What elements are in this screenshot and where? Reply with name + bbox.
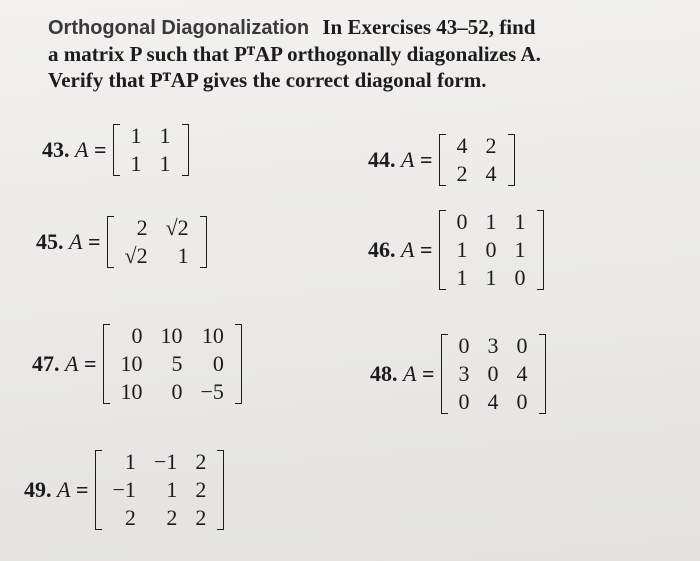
exercise-number: 45.: [36, 229, 64, 254]
matrix-entry: √2: [124, 243, 148, 268]
matrix-entry: 1: [514, 237, 526, 262]
equals-sign: =: [87, 229, 101, 254]
matrix-entry: 1: [456, 237, 468, 262]
exercise-45: [36, 214, 207, 270]
exercise-49: [24, 448, 224, 532]
exercise-label: [368, 237, 433, 263]
matrix-variable: A: [403, 361, 417, 386]
exercise-label: [36, 229, 101, 255]
instructions-text-1: In Exercises 43–52, find: [322, 15, 536, 39]
matrix-entry: 5: [171, 351, 183, 376]
matrix-entry: 10: [120, 379, 143, 404]
matrix-entry: 1: [456, 265, 468, 290]
exercise-46: [368, 208, 544, 292]
matrix-row: [450, 360, 537, 388]
exercise-44: [368, 132, 515, 188]
matrix-48: [441, 332, 546, 416]
matrix-row: [116, 214, 198, 242]
exercise-48: [370, 332, 546, 416]
matrix-entry: 1: [514, 209, 526, 234]
matrix-entry: 2: [456, 161, 468, 186]
exercise-number: 47.: [32, 351, 60, 376]
matrix-entry: 1: [130, 151, 142, 176]
matrix-entry: 10: [120, 351, 143, 376]
matrix-entry: 1: [130, 123, 142, 148]
matrix-entry: 0: [212, 351, 224, 376]
instructions-line-1: [48, 14, 698, 41]
matrix-entry: 0: [514, 265, 526, 290]
matrix-entry: 4: [487, 389, 499, 414]
matrix-entry: −5: [200, 379, 224, 404]
equals-sign: =: [419, 237, 433, 262]
matrix-entry: 1: [124, 449, 136, 474]
matrix-entry: 1: [159, 123, 171, 148]
matrix-row: [450, 332, 537, 360]
matrix-entry: 0: [516, 389, 528, 414]
matrix-row: [448, 236, 535, 264]
matrix-variable: A: [57, 477, 71, 502]
exercise-number: 46.: [368, 237, 396, 262]
matrix-entry: −1: [153, 449, 178, 474]
instructions-line-3: Verify that PᵀAP gives the correct diagonal form.: [48, 68, 487, 92]
matrix-entry: 3: [487, 333, 499, 358]
matrix-entry: 2: [124, 505, 136, 530]
matrix-row: [104, 476, 216, 504]
matrix-entry: 0: [516, 333, 528, 358]
matrix-entry: 2: [136, 215, 148, 240]
equals-sign: =: [93, 137, 107, 162]
matrix-row: [448, 208, 535, 236]
matrix-43: [113, 122, 189, 178]
matrix-variable: A: [75, 137, 89, 162]
matrix-entry: 0: [131, 323, 143, 348]
matrix-variable: A: [401, 237, 415, 262]
matrix-entry: 2: [195, 477, 207, 502]
matrix-entry: 4: [485, 161, 497, 186]
matrix-row: [448, 160, 506, 188]
matrix-row: [448, 264, 535, 292]
matrix-entry: 10: [201, 323, 224, 348]
matrix-44: [439, 132, 515, 188]
exercise-number: 43.: [42, 137, 70, 162]
matrix-row: [112, 350, 233, 378]
instructions: [48, 14, 698, 93]
equals-sign: =: [421, 361, 435, 386]
matrix-row: [122, 150, 180, 178]
matrix-entry: √2: [165, 215, 189, 240]
exercise-number: 48.: [370, 361, 398, 386]
matrix-row: [112, 322, 233, 350]
equals-sign: =: [75, 477, 89, 502]
matrix-variable: A: [69, 229, 83, 254]
matrix-row: [104, 448, 216, 476]
matrix-entry: 4: [516, 361, 528, 386]
matrix-entry: 2: [166, 505, 178, 530]
matrix-entry: 2: [195, 449, 207, 474]
matrix-entry: 0: [487, 361, 499, 386]
exercise-label: [42, 137, 107, 163]
exercise-43: [42, 122, 189, 178]
section-heading: Orthogonal Diagonalization: [48, 17, 310, 39]
matrix-entry: 2: [195, 505, 207, 530]
matrix-row: [116, 242, 198, 270]
matrix-entry: 1: [177, 243, 189, 268]
matrix-entry: 4: [456, 133, 468, 158]
matrix-47: [103, 322, 242, 406]
matrix-49: [95, 448, 225, 532]
matrix-variable: A: [401, 147, 415, 172]
matrix-entry: −1: [112, 477, 136, 502]
equals-sign: =: [83, 351, 97, 376]
matrix-row: [448, 132, 506, 160]
exercise-label: [24, 477, 89, 503]
matrix-entry: 3: [458, 361, 470, 386]
instructions-line-2: a matrix P such that PᵀAP orthogonally diagonalizes A.: [48, 42, 541, 66]
matrix-46: [439, 208, 544, 292]
matrix-entry: 0: [456, 209, 468, 234]
matrix-row: [122, 122, 180, 150]
matrix-row: [450, 388, 537, 416]
matrix-entry: 10: [160, 323, 183, 348]
matrix-variable: A: [65, 351, 79, 376]
matrix-entry: 1: [159, 151, 171, 176]
exercise-label: [370, 361, 435, 387]
matrix-entry: 1: [485, 265, 497, 290]
matrix-entry: 0: [458, 333, 470, 358]
matrix-entry: 2: [485, 133, 497, 158]
exercise-number: 44.: [368, 147, 396, 172]
matrix-entry: 0: [458, 389, 470, 414]
exercise-label: [368, 147, 433, 173]
exercise-47: [32, 322, 242, 406]
exercise-number: 49.: [24, 477, 52, 502]
matrix-row: [112, 378, 233, 406]
matrix-45: [107, 214, 207, 270]
matrix-entry: 0: [485, 237, 497, 262]
matrix-entry: 1: [485, 209, 497, 234]
equals-sign: =: [419, 147, 433, 172]
matrix-row: [104, 504, 216, 532]
matrix-entry: 0: [171, 379, 183, 404]
matrix-entry: 1: [166, 477, 178, 502]
exercise-label: [32, 351, 97, 377]
